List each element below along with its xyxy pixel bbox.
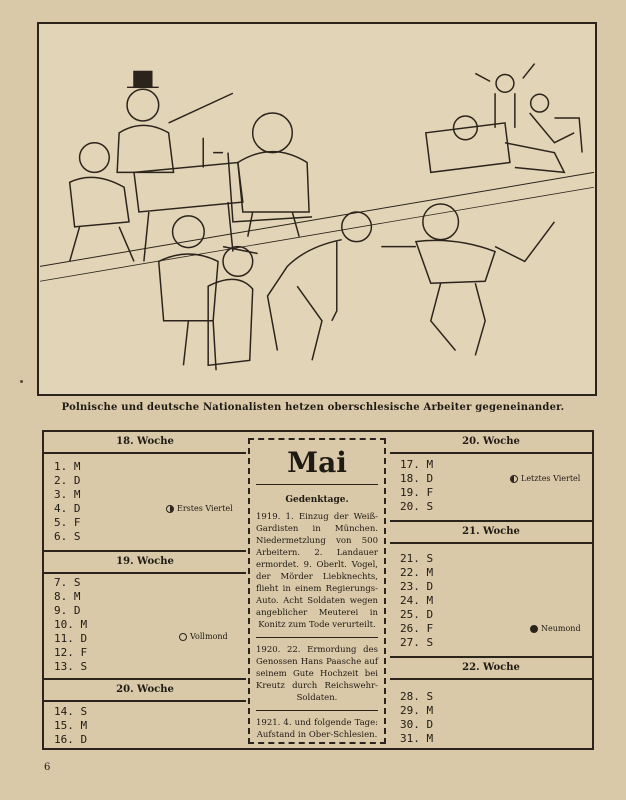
right-week-column bbox=[390, 432, 592, 748]
day-17: 17. M bbox=[400, 458, 434, 471]
last-quarter-moon-icon bbox=[510, 475, 518, 483]
day-10: 10. M bbox=[54, 618, 88, 631]
day-21: 21. S bbox=[400, 552, 434, 565]
day-15: 15. M bbox=[54, 719, 88, 732]
week-20-days-left bbox=[54, 705, 87, 747]
day-12: 12. F bbox=[54, 646, 88, 659]
paper-speck bbox=[20, 380, 23, 383]
day-7: 7. S bbox=[54, 576, 81, 589]
gedenktage-entry-1920: 1920. 22. Ermordung des Genossen Hans Paasche auf seinem Gute Hochzeit bei Kreutz durch Reichswehr-Soldaten. bbox=[256, 645, 378, 703]
first-quarter-moon-icon bbox=[166, 505, 174, 513]
day-22: 22. M bbox=[400, 566, 434, 579]
day-18: 18. D bbox=[400, 472, 434, 485]
day-23: 23. D bbox=[400, 580, 434, 593]
week-22-days bbox=[400, 690, 433, 746]
left-week-column bbox=[44, 432, 246, 748]
day-11: 11. D bbox=[54, 632, 88, 645]
moon-label: Erstes Viertel bbox=[177, 504, 233, 513]
moon-phase-new bbox=[530, 624, 581, 633]
illustration-caption: Polnische und deutsche Nationalisten hetzen oberschlesische Arbeiter gegeneinander. bbox=[61, 402, 565, 413]
week-19-header: 19. Woche bbox=[44, 550, 246, 574]
day-1: 1. M bbox=[54, 460, 81, 473]
day-24: 24. M bbox=[400, 594, 434, 607]
day-28: 28. S bbox=[400, 690, 434, 703]
week-20-header-left: 20. Woche bbox=[44, 678, 246, 702]
day-30: 30. D bbox=[400, 718, 434, 731]
day-9: 9. D bbox=[54, 604, 81, 617]
month-notes-box bbox=[248, 438, 386, 744]
week-18-header: 18. Woche bbox=[44, 432, 246, 454]
week-19-days bbox=[54, 576, 87, 674]
illustration bbox=[37, 22, 597, 396]
week-21-header: 21. Woche bbox=[390, 520, 592, 544]
page-number: 6 bbox=[44, 762, 51, 773]
day-8: 8. M bbox=[54, 590, 81, 603]
day-20: 20. S bbox=[400, 500, 434, 513]
day-6: 6. S bbox=[54, 530, 81, 543]
full-moon-icon bbox=[179, 633, 187, 641]
week-21-days bbox=[400, 552, 433, 650]
moon-phase-full bbox=[179, 632, 228, 641]
day-3: 3. M bbox=[54, 488, 81, 501]
week-18-days bbox=[54, 460, 81, 544]
day-27: 27. S bbox=[400, 636, 434, 649]
divider bbox=[256, 710, 378, 711]
day-19: 19. F bbox=[400, 486, 434, 499]
month-title: Mai bbox=[256, 446, 378, 485]
week-22-header: 22. Woche bbox=[390, 656, 592, 680]
month-calendar bbox=[42, 430, 594, 750]
day-16: 16. D bbox=[54, 733, 88, 746]
new-moon-icon bbox=[530, 625, 538, 633]
moon-label: Vollmond bbox=[190, 632, 228, 641]
day-4: 4. D bbox=[54, 502, 81, 515]
cartoon-drawing bbox=[39, 24, 595, 394]
day-31: 31. M bbox=[400, 732, 434, 745]
moon-phase-last-quarter bbox=[510, 474, 580, 483]
day-26: 26. F bbox=[400, 622, 434, 635]
moon-phase-first-quarter bbox=[166, 504, 233, 513]
day-13: 13. S bbox=[54, 660, 88, 673]
gedenktage-entry-1919: 1919. 1. Einzug der Weiß-Gardisten in München. Niedermetzlung von 500 Arbeitern. 2. Landauer ermordet. 9. Oberlt. Vogel, der Mörder Liebknechts, flieht in einem Regierungs-Auto. Acht Soldaten wegen angeblicher Meuterei in Konitz zum Tode verurteilt. bbox=[256, 512, 378, 630]
day-2: 2. D bbox=[54, 474, 81, 487]
week-20-header-right: 20. Woche bbox=[390, 432, 592, 454]
week-20-days-right bbox=[400, 458, 433, 514]
divider bbox=[256, 637, 378, 638]
gedenktage-entry-1921: 1921. 4. und folgende Tage: Aufstand in Ober-Schlesien. bbox=[256, 718, 378, 740]
day-29: 29. M bbox=[400, 704, 434, 717]
gedenktage-title: Gedenktage. bbox=[285, 495, 349, 505]
moon-label: Letztes Viertel bbox=[521, 474, 581, 483]
day-25: 25. D bbox=[400, 608, 434, 621]
day-14: 14. S bbox=[54, 705, 88, 718]
day-5: 5. F bbox=[54, 516, 81, 529]
moon-label: Neumond bbox=[541, 624, 581, 633]
